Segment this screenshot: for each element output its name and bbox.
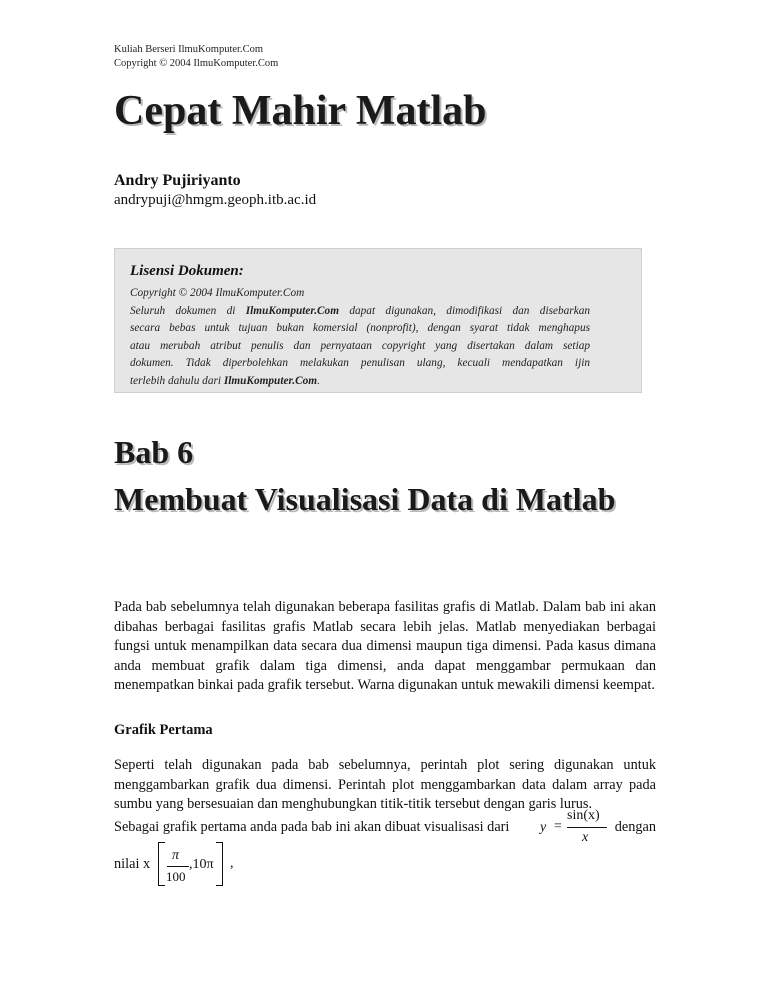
x-interval <box>158 842 248 888</box>
formula-equals: = <box>554 819 562 834</box>
author-email: andrypuji@hmgm.geoph.itb.ac.id <box>114 192 317 208</box>
license-text <box>130 285 590 391</box>
left-bracket <box>158 842 165 886</box>
author-name: Andry Pujiriyanto <box>114 172 241 189</box>
license-line: dokumen. Tidak diperbolehkan melakukan penulisan ulang, kecuali mendapatkan ijin <box>130 357 590 370</box>
plot-paragraph: Seperti telah digunakan pada bab sebelumnya, perintah plot sering digunakan untuk menggambarkan grafik dua dimensi. Perintah plot menggambarkan data dalam array pada sumbu yang bersesuaian dan menghubungkan titik-titik tersebut dengan garis lurus. <box>114 757 656 812</box>
header-copyright-line: Copyright © 2004 IlmuKomputer.Com <box>114 58 279 69</box>
chapter-number: Bab 6 <box>114 434 194 470</box>
fraction-bar <box>567 827 607 828</box>
formula-denominator: x <box>582 830 589 845</box>
license-brand: IlmuKomputer.Com <box>245 304 339 317</box>
sinc-formula <box>540 808 612 848</box>
license-line: terlebih dahulu dari IlmuKomputer.Com. <box>130 374 320 387</box>
interval-denominator: 100 <box>166 869 186 884</box>
license-copyright: Copyright © 2004 IlmuKomputer.Com <box>130 287 305 299</box>
fraction-bar <box>167 866 189 867</box>
license-line: secara bebas untuk tujuan bukan komersial (nonprofit), dengan syarat tidak menghapus <box>130 322 590 335</box>
section-heading: Grafik Pertama <box>114 722 213 738</box>
license-brand: IlmuKomputer.Com <box>223 374 318 387</box>
license-title: Lisensi Dokumen: <box>130 263 244 279</box>
formula-sentence-text: Sebagai grafik pertama anda pada bab ini akan dibuat visualisasi dari <box>114 819 510 835</box>
header-series-line: Kuliah Berseri IlmuKomputer.Com <box>114 44 264 55</box>
right-bracket <box>216 842 223 886</box>
formula-numerator: sin(x) <box>567 808 600 823</box>
formula-lhs: y <box>540 820 547 835</box>
interval-comma: , <box>230 856 234 871</box>
interval-pi: π <box>172 848 180 863</box>
license-line: atau merubah atribut penulis dan pernyataan copyright yang disertakan dalam setiap <box>130 339 590 352</box>
license-box <box>114 248 642 393</box>
interval-label: nilai x <box>114 856 151 872</box>
formula-sentence-dengan: dengan <box>614 819 656 835</box>
intro-paragraph: Pada bab sebelumnya telah digunakan beberapa fasilitas grafis di Matlab. Dalam bab ini akan dibahas berbagai fasilitas grafis Matlab secara lebih jelas. Matlab menyediakan berbagai fungsi untuk menampilkan data secara dua dimensi maupun tiga dimensi. Pada kasus dimana anda membuat grafik dalam tiga dimensi, anda dapat menggambar permukaan dan menempatkan binkai pada grafik tersebut. Warna digunakan untuk mewakili dimensi keempat. <box>114 599 656 693</box>
chapter-title: Membuat Visualisasi Data di Matlab <box>114 481 616 517</box>
document-title: Cepat Mahir Matlab <box>114 88 487 134</box>
interval-upper: ,10π <box>189 857 214 872</box>
license-line: Seluruh dokumen di IlmuKomputer.Com dapat digunakan, dimodifikasi dan disebarkan <box>130 304 590 317</box>
